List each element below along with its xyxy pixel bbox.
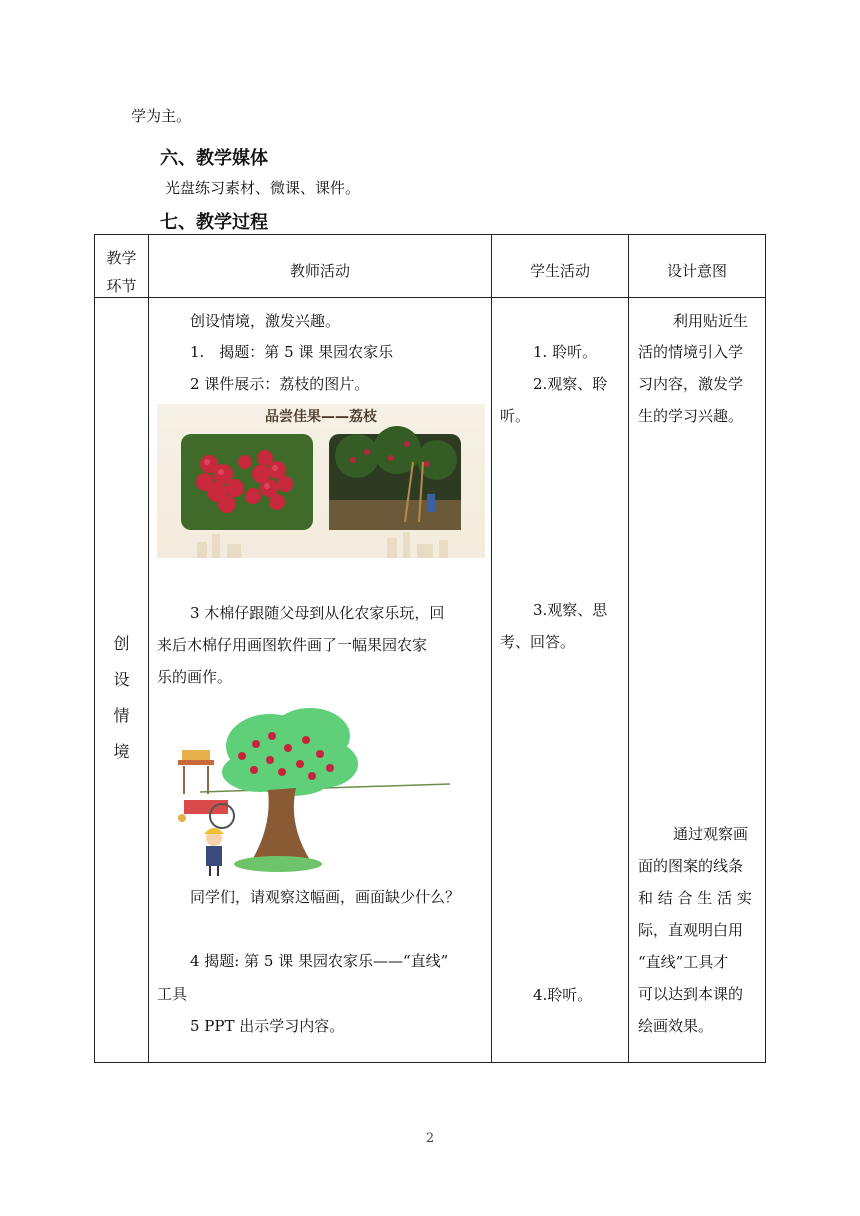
intent-i1-line: 利用贴近生 xyxy=(673,312,749,330)
header-stage-line2: 环节 xyxy=(106,277,137,295)
stage-char: 情 xyxy=(113,706,130,725)
student-s4: 4.聆听。 xyxy=(533,986,593,1004)
gate-drawing xyxy=(178,750,214,794)
section7-title: 七、教学过程 xyxy=(160,212,268,233)
intent-i2-line: 和 结 合 生 活 实 xyxy=(638,889,752,907)
stage-label xyxy=(95,626,148,770)
intent-i2-line: “直线”工具才 xyxy=(638,953,729,971)
cart-drawing xyxy=(178,800,234,828)
student-s3-line1: 3.观察、思 xyxy=(533,601,608,619)
section6-title: 六、教学媒体 xyxy=(160,148,268,169)
student-s2-line2: 听。 xyxy=(500,407,531,425)
stage-char: 境 xyxy=(113,742,130,761)
teacher-p3-line2: 来后木棉仔用画图软件画了一幅果园农家 xyxy=(157,636,428,654)
intent-i2-line: 可以达到本课的 xyxy=(638,985,744,1003)
intent-i1-line: 习内容，激发学 xyxy=(638,375,744,393)
intent-i1-line: 活的情境引入学 xyxy=(638,343,744,361)
intent-i1-line: 生的学习兴趣。 xyxy=(638,407,744,425)
teacher-p3-line1: 3 木棉仔跟随父母到从化农家乐玩，回 xyxy=(190,604,445,622)
tree-crown xyxy=(222,708,358,796)
slide-title: 品尝佳果——荔枝 xyxy=(265,409,377,425)
header-teacher: 教师活动 xyxy=(289,262,350,280)
table-header-divider xyxy=(94,297,766,298)
table-border-bottom xyxy=(94,1062,766,1063)
teacher-p4-line1: 4 揭题: 第 5 课 果园农家乐——“直线” xyxy=(190,952,449,970)
student-s2-line1: 2.观察、聆 xyxy=(533,375,608,393)
intent-i2-line: 通过观察画 xyxy=(673,825,749,843)
grass-patch xyxy=(234,856,322,872)
teacher-p4-line2: 工具 xyxy=(157,985,188,1003)
header-stage xyxy=(95,244,148,300)
intent-i2-line: 面的图案的线条 xyxy=(638,857,744,875)
skyline-decoration xyxy=(197,532,448,558)
stage-char: 设 xyxy=(113,670,130,689)
page-number: 2 xyxy=(425,1131,435,1146)
stage-char: 创 xyxy=(113,634,130,653)
header-stage-line1: 教学 xyxy=(106,249,137,267)
teacher-question: 同学们，请观察这幅画，画面缺少什么？ xyxy=(190,888,461,906)
lychee-photos xyxy=(157,404,485,558)
teacher-p1: 1. 揭题：第 5 课 果园农家乐 xyxy=(190,343,394,361)
table-col-divider-3 xyxy=(628,234,629,1063)
child-drawing xyxy=(204,828,224,876)
lychee-slide-image xyxy=(157,404,485,558)
header-intent: 设计意图 xyxy=(666,262,727,280)
orchard-drawing-image xyxy=(160,706,460,882)
student-s3-line2: 考、回答。 xyxy=(500,633,576,651)
header-student: 学生活动 xyxy=(529,262,590,280)
table-col-divider-2 xyxy=(491,234,492,1063)
intent-i2-line: 际，直观明白用 xyxy=(638,921,744,939)
teacher-p2: 2 课件展示：荔枝的图片。 xyxy=(190,375,370,393)
table-border-right xyxy=(765,234,766,1063)
teacher-p0: 创设情境，激发兴趣。 xyxy=(190,312,341,330)
section6-content: 光盘练习素材、微课、课件。 xyxy=(165,179,361,197)
table-col-divider-1 xyxy=(148,234,149,1063)
teacher-p3-line3: 乐的画作。 xyxy=(157,668,233,686)
tree-trunk xyxy=(252,788,310,860)
table-border-top xyxy=(94,234,766,235)
student-s1: 1. 聆听。 xyxy=(533,343,598,361)
teacher-p5: 5 PPT 出示学习内容。 xyxy=(190,1017,345,1035)
intent-i2-line: 绘画效果。 xyxy=(638,1017,714,1035)
intro-tail: 学为主。 xyxy=(131,107,192,125)
